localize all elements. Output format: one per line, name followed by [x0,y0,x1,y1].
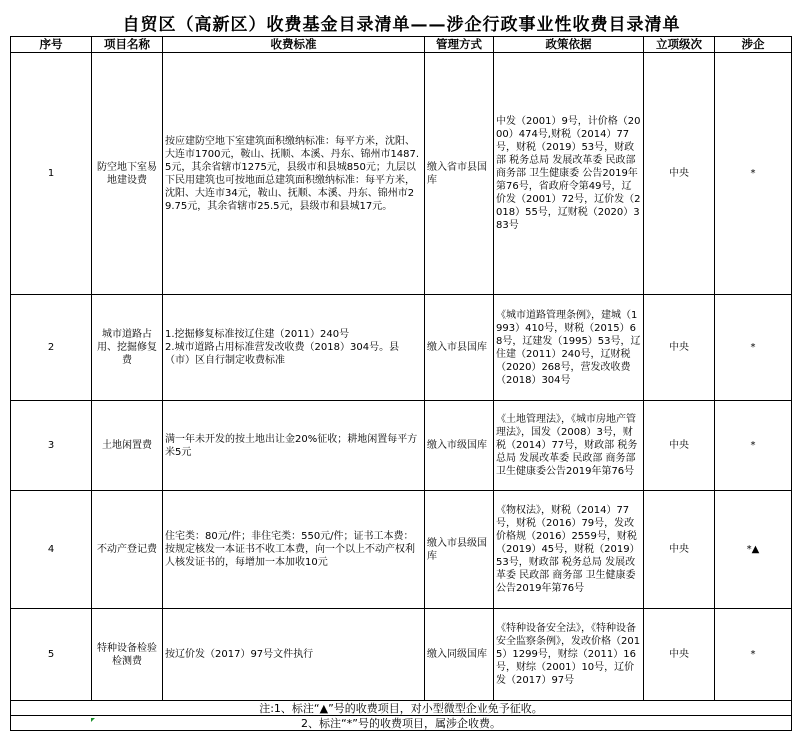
header-mgmt: 管理方式 [425,37,494,53]
row-level: 中央 [644,609,715,701]
header-basis: 政策依据 [494,37,644,53]
row-basis: 中发（2001）9号，计价格（2000）474号,财税（2014）77号，财税（2019）53号，财政部 税务总局 发展改革委 民政部 商务部 卫生健康委 公告2019年第76号，省政府令第49号，辽价发（2001）72号，辽价发（2018）55号，辽财税（2020）383号 [494,53,644,295]
fee-table [10,36,792,731]
row-name: 城市道路占用、挖掘修复费 [92,295,163,401]
row-mgmt: 缴入同级国库 [425,609,494,701]
table-row [11,491,792,609]
row-name: 防空地下室易地建设费 [92,53,163,295]
row-mark: *▲ [715,491,792,609]
note-row [11,716,792,731]
row-no: 2 [11,295,92,401]
row-no: 1 [11,53,92,295]
table-row [11,401,792,491]
row-mark: * [715,401,792,491]
row-level: 中央 [644,295,715,401]
row-level: 中央 [644,53,715,295]
row-name: 不动产登记费 [92,491,163,609]
row-basis: 《特种设备安全法》，《特种设备安全监察条例》，发改价格（2015）1299号，财综（2011）16号，财综（2001）10号，辽价发（2017）97号 [494,609,644,701]
row-basis: 《城市道路管理条例》，建城（1993）410号，财税（2015）68号，辽建发（1995）53号，辽住建（2011）240号，辽财税（2020）268号，营发改收费（2018）304号 [494,295,644,401]
row-no: 3 [11,401,92,491]
row-standard: 1.挖掘修复标准按辽住建（2011）240号 2.城市道路占用标准营发改收费（2018）304号。县（市）区自行制定收费标准 [163,295,425,401]
cell-comment-marker-icon [91,718,95,722]
row-level: 中央 [644,401,715,491]
header-no: 序号 [11,37,92,53]
row-name: 土地闲置费 [92,401,163,491]
note-1: 注:1、标注“▲”号的收费项目，对小型微型企业免予征收。 [11,701,792,716]
row-no: 5 [11,609,92,701]
row-no: 4 [11,491,92,609]
row-standard: 住宅类：80元/件；非住宅类：550元/件；证书工本费：按规定核发一本证书不收工本费，向一个以上不动产权利人核发证书的，每增加一本加收10元 [163,491,425,609]
table-row [11,295,792,401]
page-title: 自贸区（高新区）收费基金目录清单——涉企行政事业性收费目录清单 [122,15,681,35]
row-level: 中央 [644,491,715,609]
row-standard: 按辽价发（2017）97号文件执行 [163,609,425,701]
row-mgmt: 缴入市县国库 [425,295,494,401]
table-row [11,53,792,295]
header-level: 立项级次 [644,37,715,53]
row-standard: 满一年未开发的按土地出让金20%征收；耕地闲置每平方米5元 [163,401,425,491]
table-row [11,609,792,701]
row-basis: 《土地管理法》，《城市房地产管理法》，国发（2008）3号，财税（2014）77号，财政部 税务总局 发展改革委 民政部 商务部 卫生健康委公告2019年第76号 [494,401,644,491]
row-mgmt: 缴入省市县国库 [425,53,494,295]
row-standard: 按应建防空地下室建筑面积缴纳标准：每平方米，沈阳、大连市1700元，鞍山、抚顺、本溪、丹东、锦州市1487.5元，其余省辖市1275元，县级市和县城850元；九层以下民用建筑也可按地面总建筑面积缴纳标准：每平方米，沈阳、大连市34元，鞍山、抚顺、本溪、丹东、锦州市29.75元，其余省辖市25.5元，县级市和县城17元。 [163,53,425,295]
header-row [11,37,792,53]
row-name: 特种设备检验检测费 [92,609,163,701]
row-basis: 《物权法》，财税（2014）77号，财税（2016）79号，发改价格规（2016）2559号，财税（2019）45号，财税（2019）53号，财政部 税务总局 发展改革委 民政部 商务部 卫生健康委公告2019年第76号 [494,491,644,609]
note-2: 2、标注“*”号的收费项目，属涉企收费。 [11,716,792,731]
header-name: 项目名称 [92,37,163,53]
row-mgmt: 缴入市县级国库 [425,491,494,609]
header-standard: 收费标准 [163,37,425,53]
header-mark: 涉企 [715,37,792,53]
row-mark: * [715,295,792,401]
row-mgmt: 缴入市级国库 [425,401,494,491]
note-row [11,701,792,716]
row-mark: * [715,53,792,295]
row-mark: * [715,609,792,701]
